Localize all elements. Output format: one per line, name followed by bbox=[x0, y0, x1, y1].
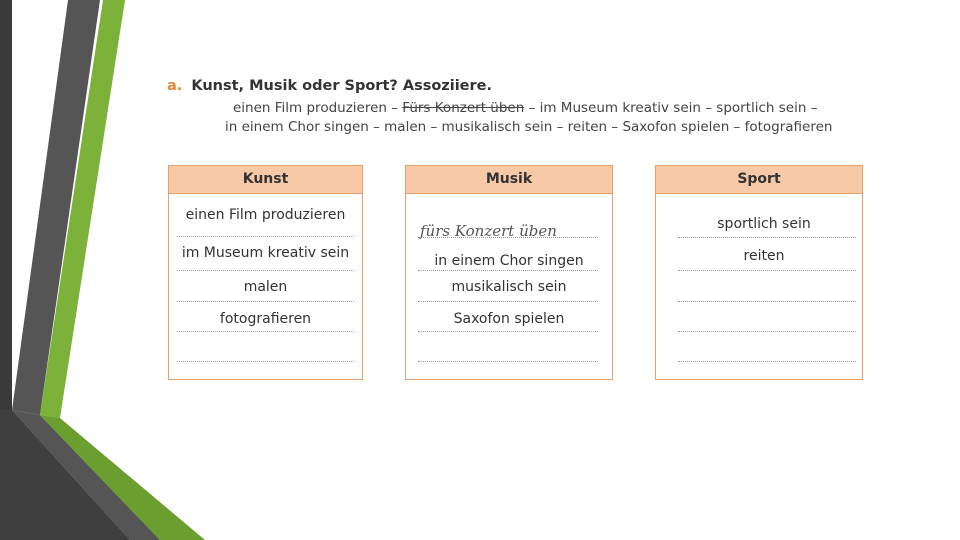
kunst-entry: einen Film produzieren bbox=[185, 207, 346, 223]
word-bank-struck-item: Fürs Konzert üben bbox=[402, 100, 525, 116]
column-title: Musik bbox=[406, 166, 612, 194]
answer-line bbox=[678, 270, 856, 271]
sport-entry: reiten bbox=[743, 248, 785, 264]
answer-line bbox=[418, 331, 598, 332]
musik-entry: Saxofon spielen bbox=[453, 311, 565, 327]
exercise-instruction: Kunst, Musik oder Sport? Assoziiere. bbox=[191, 78, 493, 94]
word-bank-part: – im Museum kreativ sein – sportlich sein – bbox=[528, 100, 818, 116]
answer-line bbox=[177, 361, 354, 362]
answer-line bbox=[177, 301, 354, 302]
answer-line bbox=[678, 237, 856, 238]
column-musik bbox=[405, 165, 613, 380]
kunst-entry: im Museum kreativ sein bbox=[181, 245, 350, 261]
answer-line bbox=[678, 331, 856, 332]
answer-line bbox=[678, 301, 856, 302]
exercise-heading bbox=[167, 78, 492, 94]
column-sport bbox=[655, 165, 863, 380]
answer-line bbox=[678, 361, 856, 362]
exercise-number: a. bbox=[167, 78, 183, 94]
sport-entry: sportlich sein bbox=[717, 216, 811, 232]
musik-entry: in einem Chor singen bbox=[434, 253, 584, 269]
answer-line bbox=[177, 236, 354, 237]
answer-line bbox=[418, 361, 598, 362]
answer-line bbox=[177, 331, 354, 332]
handwritten-example: fürs Konzert üben bbox=[420, 222, 557, 240]
kunst-entry: malen bbox=[243, 279, 288, 295]
answer-line bbox=[418, 301, 598, 302]
word-bank-line-2: in einem Chor singen – malen – musikalisch sein – reiten – Saxofon spielen – fotografieren bbox=[225, 119, 833, 135]
dark-edge-shape bbox=[0, 0, 12, 410]
column-kunst bbox=[168, 165, 363, 380]
word-bank-part: einen Film produzieren – bbox=[233, 100, 398, 116]
word-bank-line-1 bbox=[233, 100, 817, 116]
column-title: Kunst bbox=[169, 166, 362, 194]
answer-line bbox=[418, 270, 598, 271]
musik-entry: musikalisch sein bbox=[451, 279, 567, 295]
answer-line bbox=[177, 270, 354, 271]
kunst-entry: fotografieren bbox=[219, 311, 312, 327]
column-title: Sport bbox=[656, 166, 862, 194]
